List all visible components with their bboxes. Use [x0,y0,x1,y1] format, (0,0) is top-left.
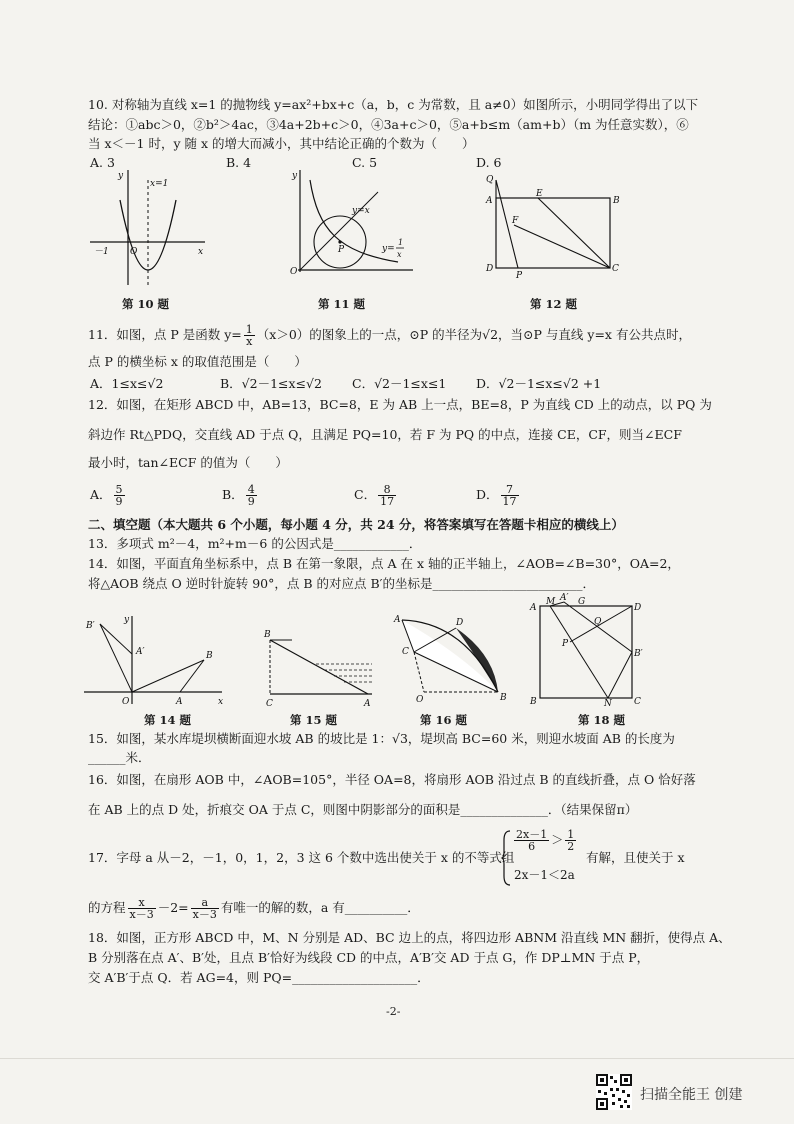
fig18-label-c: C [634,697,641,707]
q17-line2-a: 的方程 [88,900,126,915]
q12-option-c-den: 17 [380,495,395,508]
fig14-ob [132,660,204,692]
q11-option-d: D．√2－1≤x≤√2 +1 [476,376,602,391]
q12-option-a-den: 9 [115,495,123,508]
q12-option-b-label: B． [222,487,244,502]
q11-option-b: B．√2－1≤x≤√2 [220,376,322,391]
caption-16: 第 16 题 [420,713,468,727]
fig18-label-p: P [562,639,569,649]
fig11-line-yx [300,192,378,270]
q10-options [90,155,501,170]
q12-option-b [222,484,354,507]
q10-option-a: A. 3 [90,155,115,170]
footer-scanner-credit: 扫描全能王 创建 [640,1087,743,1103]
q12-option-d-num: 7 [501,484,519,496]
figure-18-square-fold [528,593,648,709]
fig14-b1a1 [100,624,132,654]
fig16-label-o: O [416,695,424,705]
q17-eq-num2: a [191,897,219,909]
q18-line2: B 分别落在点 A′、B′处，且点 B′恰好为线段 CD 的中点，A′B′交 AD 于点 G，作 DP⊥MN 于点 P， [88,950,650,965]
q17-sys-top-rden: 2 [567,840,575,853]
q12-option-a-label: A． [90,487,112,502]
caption-15: 第 15 题 [290,713,338,727]
q16-line1: 16．如图，在扇形 AOB 中，∠AOB=105°，半径 OA=8，将扇形 AOB 沿过点 B 的直线折叠，点 O 恰好落 [88,772,696,787]
figure-10-parabola [90,170,210,290]
fig18-label-m: M [546,597,556,607]
fig10-label-o: O [130,247,138,257]
q12-option-b-den: 9 [247,495,255,508]
q12-option-b-num: 4 [247,483,255,496]
q17-system-brace [502,830,512,886]
fig11-label-curve-den: x [397,250,402,259]
fig14-ob1 [100,624,132,692]
q15-line2: ______米． [88,750,151,765]
fig11-center-dot [338,240,341,243]
fig18-label-b1: B′ [634,649,643,659]
q12-options [90,484,521,507]
q17-line1-b: 有解，且使关于 x [586,850,685,865]
figure-16-sector [394,614,512,705]
fig16-label-a: A [394,615,401,625]
fig12-label-b: B [613,196,620,206]
q17-sys-top-rel: ＞ [551,833,564,847]
caption-11: 第 11 题 [318,297,366,311]
fig11-label-curve-num: 1 [398,238,404,247]
q17-line2-b: 有唯一的解的数，a 有__________． [220,900,420,915]
q11-line1 [88,324,691,347]
q10-option-c: C. 5 [352,155,378,170]
caption-18: 第 18 题 [578,713,626,727]
fig10-label-y: y [118,171,124,181]
fig18-label-b: B [530,697,537,707]
fig16-label-c: C [402,647,409,657]
fig14-label-y: y [124,615,130,625]
q17-eq-den2: x－3 [192,908,217,921]
q17-line2 [88,897,420,920]
q12-line3: 最小时，tan∠ECF 的值为（ ） [88,455,288,470]
fig12-line-ec [538,198,610,268]
figure-14-rotation [84,614,234,710]
fig11-label-p: P [338,245,345,255]
q11-option-a: A．1≤x≤√2 [90,376,164,391]
q10-line1: 10. 对称轴为直线 x=1 的抛物线 y=ax²+bx+c（a，b，c 为常数，且 a≠0）如图所示，小明同学得出了以下 [88,97,699,112]
q12-line1: 12．如图，在矩形 ABCD 中，AB=13，BC=8，E 为 AB 上一点，BE=8，P 为直线 CD 上的动点，以 PQ 为 [88,397,712,412]
q10-line3: 当 x＜－1 时，y 随 x 的增大而减小，其中结论正确的个数为（ ） [88,136,475,151]
q11-option-c: C．√2－1≤x≤1 [352,376,447,391]
q17-sys-top-den: 6 [528,840,536,853]
q12-option-a-num: 5 [115,483,123,496]
fig16-label-b: B [500,693,507,703]
q10-option-b: B. 4 [226,155,252,170]
q14-line2: 将△AOB 绕点 O 逆时针旋转 90°，点 B 的对应点 B′的坐标是________________________． [88,576,596,591]
q17-line1-a: 17．字母 a 从－2，－1，0，1，2，3 这 6 个数中选出使关于 x 的不等式组 [88,850,515,865]
fig14-label-b: B [206,651,213,661]
page-number: -2- [386,1005,401,1018]
caption-10: 第 10 题 [122,297,170,311]
fig12-label-e: E [536,189,543,199]
q10-line2: 结论：①abc＞0，②b²＞4ac，③4a+2b+c＞0，④3a+c＞0，⑤a+b≤m（am+b）（m 为任意实数），⑥ [88,117,689,132]
q17-system-bottom: 2x－1＜2a [514,868,575,882]
fig10-label-neg1: －1 [94,247,109,257]
caption-12: 第 12 题 [530,297,578,311]
fig18-square-abcd [540,606,632,698]
caption-14: 第 14 题 [144,713,192,727]
q11-line1-a: 11．如图，点 P 是函数 y= [88,327,242,342]
fig18-label-d: D [634,603,642,613]
q17-eq-num1: x [128,897,156,909]
q11-line1-b: （x＞0）的图象上的一点，⊙P 的半径为√2，当⊙P 与直线 y=x 有公共点时， [256,327,691,342]
q12-option-d-den: 17 [502,495,517,508]
fig12-label-f: F [512,216,519,226]
q11-frac-num: 1 [245,323,253,336]
q15-line1: 15．如图，某水库堤坝横断面迎水坡 AB 的坡比是 1：√3，堤坝高 BC=60 米，则迎水坡面 AB 的长度为 [88,731,675,746]
fig12-label-c: C [612,264,619,274]
q11-fraction [244,324,255,347]
fig15-label-c: C [266,699,273,709]
fig16-co [414,652,424,692]
q10-option-d: D. 6 [476,155,502,170]
section-2-heading: 二、填空题（本大题共 6 个小题，每小题 4 分，共 24 分，将答案填写在答题卡相应的横线上） [88,517,624,532]
fig14-label-a: A [176,697,183,707]
fig11-label-yx: y=x [352,206,370,216]
q17-sys-top-rnum: 1 [567,828,575,841]
fig10-label-axis: x=1 [150,179,169,189]
fig11-label-o: O [290,267,298,277]
fig15-label-b: B [264,630,271,640]
fig11-label-y: y [292,171,298,181]
qr-code-icon [596,1074,632,1110]
fig11-label-curve-lhs: y= [382,244,395,254]
q12-option-c [354,484,476,507]
fig14-label-o: O [122,697,130,707]
q12-option-d-label: D． [476,487,499,502]
figure-11-hyperbola-circle [288,170,418,280]
q11-options [90,374,601,392]
fig12-label-q: Q [486,175,494,185]
fig18-label-n: N [604,699,612,709]
q12-option-c-label: C． [354,487,377,502]
q12-option-d [476,484,521,507]
fig18-folded-quad [550,602,632,698]
fig12-label-p: P [516,271,523,281]
q12-option-a [90,484,222,507]
q12-line2: 斜边作 Rt△PDQ，交直线 AD 于点 Q，且满足 PQ=10，若 F 为 PQ 的中点，连接 CE，CF，则当∠ECF [88,427,682,442]
fig14-label-x: x [218,697,224,707]
q18-line3: 交 A′B′于点 Q．若 AG=4，则 PQ=____________________． [88,970,430,985]
fig15-ab [270,640,368,694]
fig14-label-a1: A′ [136,647,145,657]
fig18-label-g: G [578,597,586,607]
fig18-label-a1: A′ [560,593,569,603]
q11-line2: 点 P 的横坐标 x 的取值范围是（ ） [88,354,307,369]
q17-eq-mid: －2= [157,900,189,915]
q14-line1: 14．如图，平面直角坐标系中，点 B 在第一象限，点 A 在 x 轴的正半轴上，∠AOB=∠B=30°，OA=2， [88,556,680,571]
q18-line1: 18．如图，正方形 ABCD 中，M、N 分别是 AD、BC 边上的点，将四边形 ABNM 沿直线 MN 翻折，使得点 A、 [88,930,731,945]
figure-15-dam [262,626,380,710]
fig12-label-a: A [486,196,493,206]
q13-line: 13．多项式 m²－4，m²+m－6 的公因式是____________． [88,536,422,551]
footer-divider [0,1058,794,1059]
fig12-line-fc [514,225,610,268]
figure-12-rectangle [486,170,626,280]
q17-system-top [512,829,578,852]
q11-frac-den: x [246,335,253,348]
fig10-label-x: x [198,247,204,257]
fig18-label-a: A [530,603,537,613]
fig12-label-d: D [486,264,494,274]
q12-option-c-num: 8 [378,484,396,496]
fig12-rect-abcd [496,198,610,268]
fig15-label-a: A [364,699,371,709]
q17-eq-den1: x－3 [129,908,154,921]
fig18-label-q: Q [594,617,602,627]
q17-sys-top-num: 2x－1 [516,828,548,841]
fig16-label-d: D [456,618,464,628]
q16-line2: 在 AB 上的点 D 处，折痕交 OA 于点 C，则图中阴影部分的面积是______________．（结果保留π） [88,802,638,817]
fig14-label-b1: B′ [86,621,95,631]
